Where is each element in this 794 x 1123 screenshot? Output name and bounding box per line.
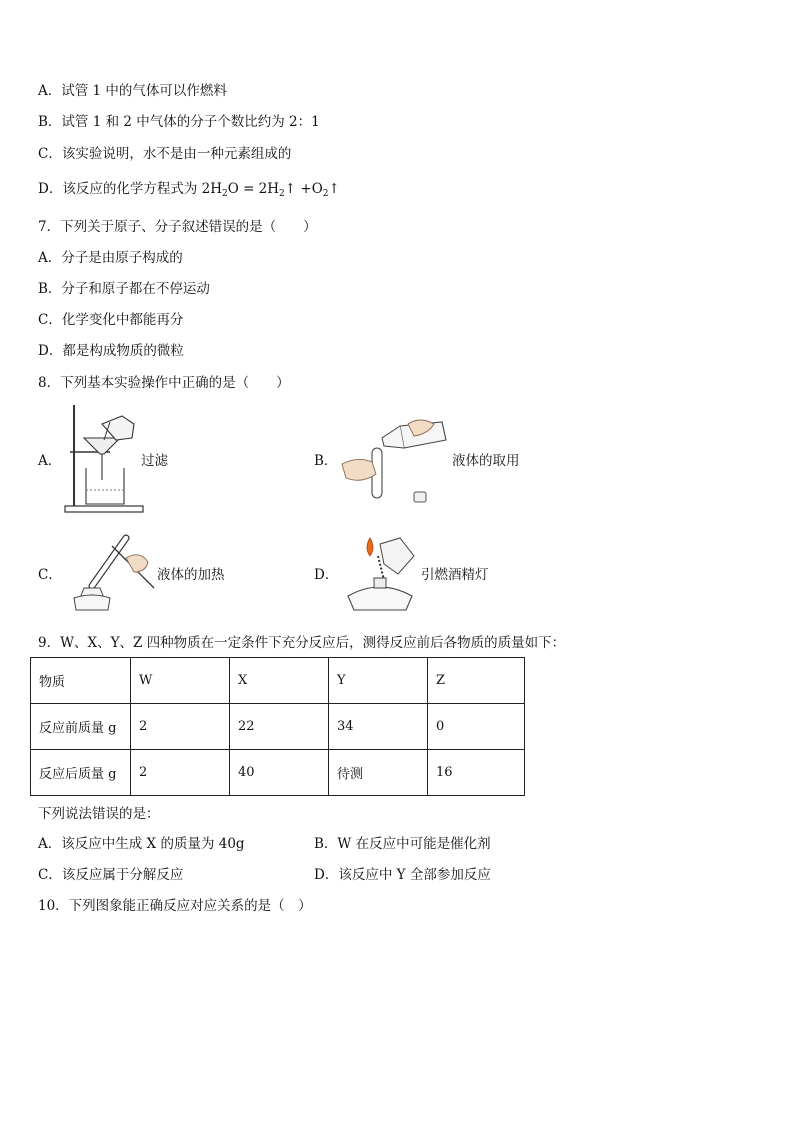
table-cell: 物质 bbox=[31, 658, 131, 704]
filtration-illustration bbox=[62, 402, 147, 514]
q8-stem: 8．下列基本实验操作中正确的是（ ） bbox=[38, 375, 290, 391]
q6-d-mid1: O = 2H bbox=[227, 181, 280, 197]
table-cell: 40 bbox=[230, 750, 329, 796]
q9-prompt: 下列说法错误的是： bbox=[38, 806, 160, 822]
q7-option-c: C．化学变化中都能再分 bbox=[38, 312, 184, 328]
table-cell: X bbox=[230, 658, 329, 704]
q6-option-d bbox=[38, 179, 340, 204]
table-cell: 34 bbox=[329, 704, 428, 750]
q6-d-prefix: D．该反应的化学方程式为 2H bbox=[38, 181, 222, 197]
table-row bbox=[31, 658, 525, 704]
q9-option-a: A．该反应中生成 X 的质量为 40g bbox=[38, 836, 245, 852]
table-cell: Z bbox=[428, 658, 525, 704]
q6-option-b: B．试管 1 和 2 中气体的分子个数比约为 2：1 bbox=[38, 114, 320, 130]
q9-stem: 9．W、X、Y、Z 四种物质在一定条件下充分反应后，测得反应前后各物质的质量如下： bbox=[38, 635, 566, 651]
q6-d-sub3: 2 bbox=[322, 189, 329, 199]
q8-a-caption: 过滤 bbox=[141, 453, 168, 469]
q7-option-b: B．分子和原子都在不停运动 bbox=[38, 281, 210, 297]
mass-table bbox=[30, 657, 525, 796]
liquid-pouring-illustration bbox=[338, 418, 450, 506]
table-cell: 反应后质量 g bbox=[31, 750, 131, 796]
q8-a-letter: A． bbox=[38, 453, 62, 469]
q8-d-letter: D． bbox=[314, 567, 339, 583]
q9-option-b: B．W 在反应中可能是催化剂 bbox=[314, 836, 491, 852]
q6-option-a: A．试管 1 中的气体可以作燃料 bbox=[38, 83, 227, 99]
table-cell: 22 bbox=[230, 704, 329, 750]
table-row bbox=[31, 750, 525, 796]
q9-option-c: C．该反应属于分解反应 bbox=[38, 867, 184, 883]
table-cell: 待测 bbox=[329, 750, 428, 796]
table-cell: 2 bbox=[131, 750, 230, 796]
table-cell: 反应前质量 g bbox=[31, 704, 131, 750]
q8-b-caption: 液体的取用 bbox=[452, 453, 520, 469]
q7-option-a: A．分子是由原子构成的 bbox=[38, 250, 183, 266]
table-cell: 2 bbox=[131, 704, 230, 750]
table-row bbox=[31, 704, 525, 750]
q6-d-mid2: ↑ +O bbox=[284, 181, 323, 197]
q8-c-letter: C． bbox=[38, 567, 62, 583]
q9-option-d: D．该反应中 Y 全部参加反应 bbox=[314, 867, 491, 883]
lighting-alcohol-lamp-illustration bbox=[340, 534, 422, 614]
q8-b-letter: B． bbox=[314, 453, 338, 469]
liquid-heating-illustration bbox=[64, 532, 160, 614]
table-cell: W bbox=[131, 658, 230, 704]
table-cell: 16 bbox=[428, 750, 525, 796]
q6-d-sub2: 2 bbox=[279, 189, 285, 199]
q8-c-caption: 液体的加热 bbox=[157, 567, 225, 583]
q6-option-c: C．该实验说明，水不是由一种元素组成的 bbox=[38, 146, 292, 162]
q6-d-sub1: 2 bbox=[221, 189, 228, 199]
table-cell: Y bbox=[329, 658, 428, 704]
table-cell: 0 bbox=[428, 704, 525, 750]
q7-option-d: D．都是构成物质的微粒 bbox=[38, 343, 184, 359]
q6-d-end: ↑ bbox=[328, 181, 340, 197]
q10-stem: 10．下列图象能正确反应对应关系的是（ ） bbox=[38, 898, 312, 914]
q8-d-caption: 引燃酒精灯 bbox=[421, 567, 489, 583]
q7-stem: 7．下列关于原子、分子叙述错误的是（ ） bbox=[38, 219, 317, 235]
